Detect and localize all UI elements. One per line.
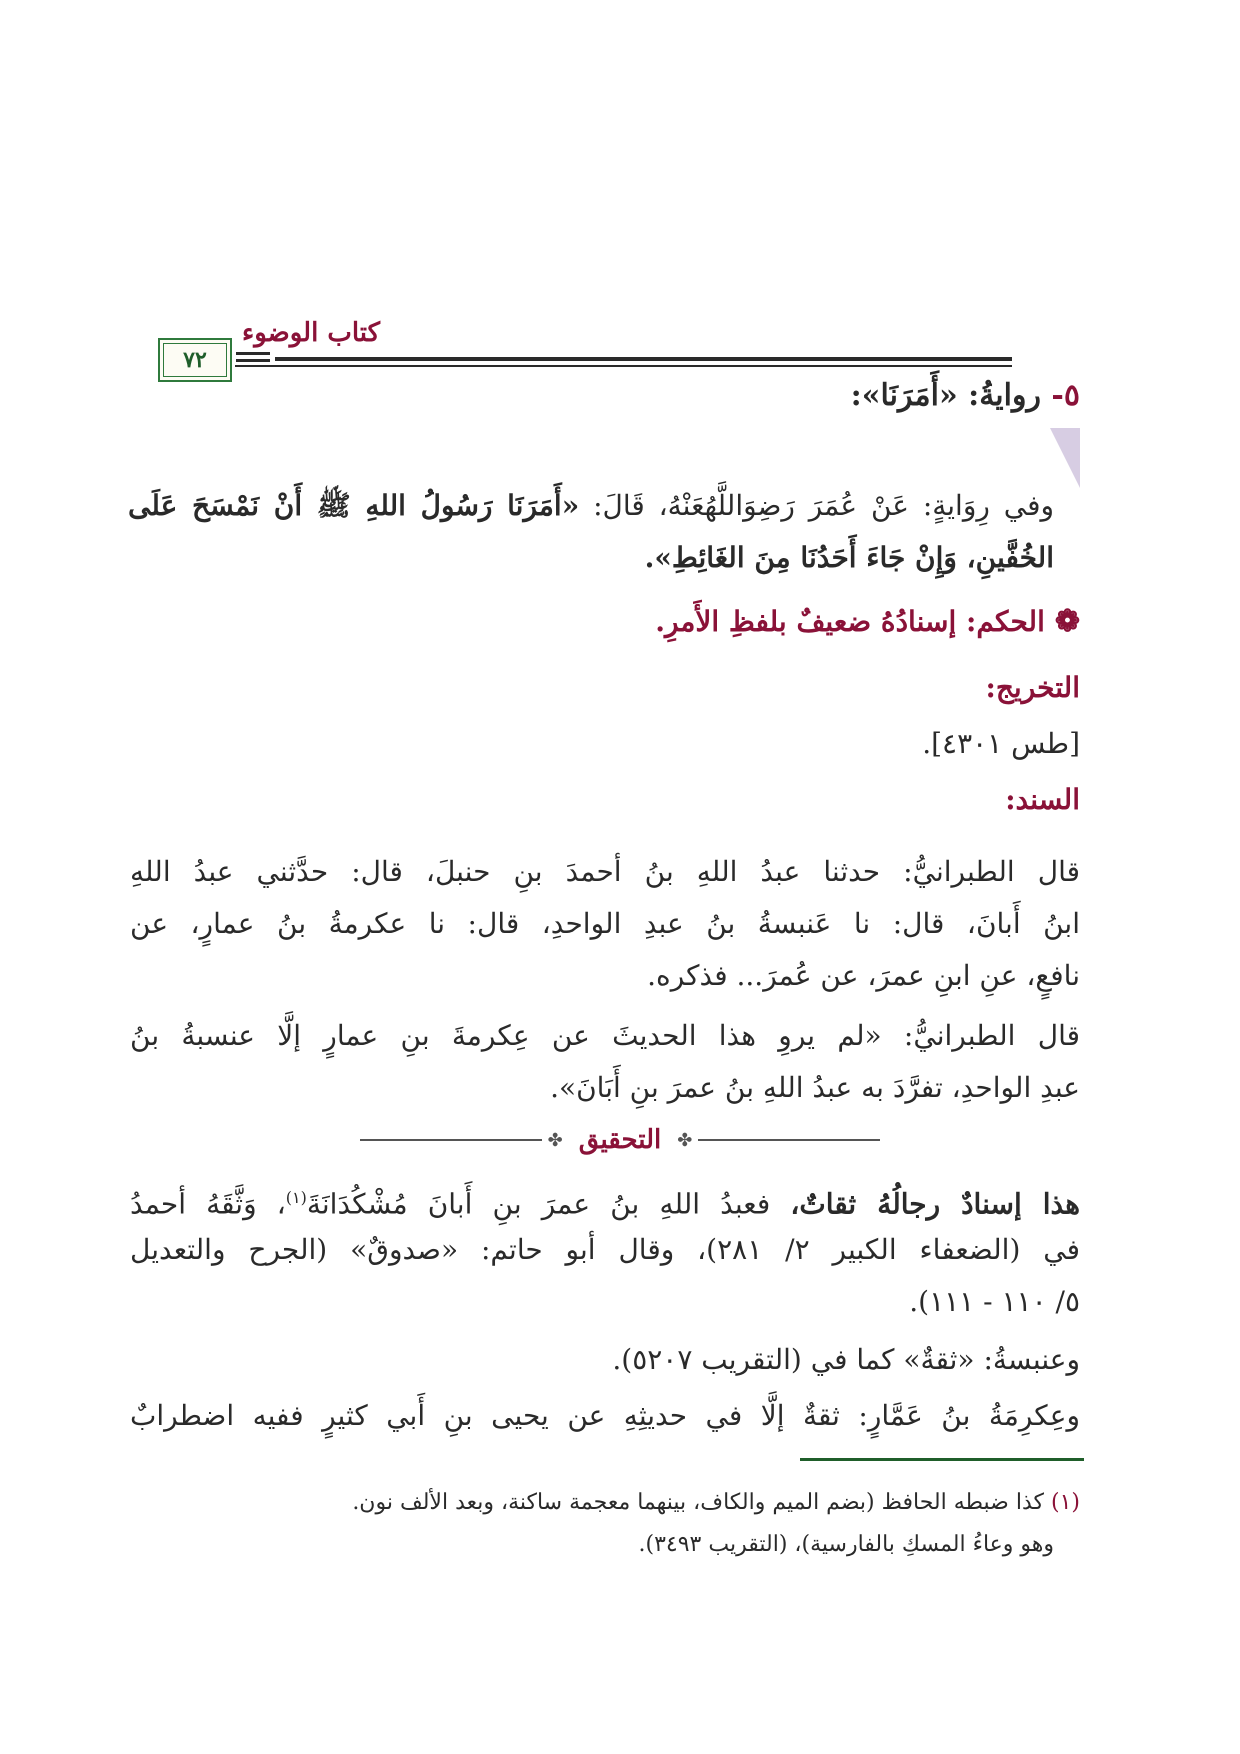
tahqiq-verdict: هذا إسنادٌ رجالُهُ ثقاتٌ، [790,1187,1080,1221]
narration-hadith-text: «أَمَرَنَا رَسُولُ اللهِ ﷺ أَنْ نَمْسَحَ عَلَى [128,489,580,522]
divider-dash [360,1139,542,1141]
header-rule-short-2 [236,359,270,362]
anbasa-grading: وعنبسةُ: «ثقةٌ» كما في (التقريب ٥٢٠٧). [612,1343,1080,1376]
tahqiq-line-1-text: فعبدُ اللهِ بنُ عمرَ بنِ أَبانَ مُشْكُدَانَةَ [306,1187,791,1221]
footnote-1-continuation: وهو وعاءُ المسكِ بالفارسية)، (التقريب ٣٤٩٣). [638,1532,1054,1557]
narration-prefix: وفي رِوَايةٍ: عَنْ عُمَرَ رَضِوَاللَّهُعَنْهُ، قَالَ: [579,489,1054,522]
tabarani-comment-line-1: قال الطبرانيُّ: «لم يروِ هذا الحديثَ عن عِكرمةَ بنِ عمارٍ إلَّا عنسبةُ بنُ [130,1019,1080,1052]
sanad-line-3: نافعٍ، عنِ ابنِ عمرَ، عن عُمرَ... فذكره. [647,959,1080,992]
tahqiq-heading: التحقيق [578,1125,662,1155]
footnote-1-text: كذا ضبطه الحافظ (بضم الميم والكاف، بينهما معجمة ساكنة، وبعد الألف نون. [352,1490,1051,1515]
footnote-1 [130,1486,1080,1520]
running-header-title: كتاب الوضوء [242,318,380,348]
section-number: ٥- [1051,378,1080,413]
divider-dash [698,1139,880,1141]
tabarani-comment-line-2: عبدِ الواحدِ، تفرَّدَ به عبدُ اللهِ بنُ عمرَ بنِ أَبَانَ». [550,1071,1080,1104]
ruling-text: إسنادُهُ ضعيفٌ بلفظِ الأَمرِ. [655,605,957,638]
narration-line-1 [128,486,1054,526]
section-title: روايةُ: «أَمَرَنَا»: [850,378,1041,413]
takhrij-label: التخريج: [985,671,1080,704]
tahqiq-divider [360,1120,880,1160]
page-number: ٧٢ [183,347,207,373]
header-rule-thick [275,357,1012,361]
tahqiq-line-1 [130,1178,1080,1224]
ruling [130,602,1080,642]
footnote-separator [800,1458,1084,1461]
footnote-marker: (١) [1050,1490,1080,1515]
sanad-line-2: ابنُ أَبانَ، قال: نا عَنبسةُ بنُ عبدِ الواحدِ، قال: نا عكرمةُ بنُ عمارٍ، عن [130,907,1080,940]
section-heading [130,376,1080,416]
sanad-line-1: قال الطبرانيُّ: حدثنا عبدُ اللهِ بنُ أحمدَ بنِ حنبلَ، قال: حدَّثني عبدُ اللهِ [130,855,1080,888]
quote-corner-ornament [1050,428,1080,488]
footnote-reference[interactable]: (١) [285,1188,307,1207]
ruling-label: الحكم: [966,605,1045,638]
tahqiq-line-3: ٥/ ١١٠ - ١١١). [909,1285,1080,1318]
tahqiq-line-2: في (الضعفاء الكبير ٢/ ٢٨١)، وقال أبو حاتم: «صدوقٌ» (الجرح والتعديل [130,1233,1080,1266]
divider-ornament-icon: ✤ [547,1129,563,1151]
narration-line-2: الخُفَّينِ، وَإِنْ جَاءَ أَحَدُنَا مِنَ الغَائِطِ». [644,541,1054,574]
ikrima-grading: وعِكرِمَةُ بنُ عَمَّارٍ: ثقةٌ إلَّا في حديثِهِ عن يحيى بنِ أَبي كثيرٍ ففيه اضطرابٌ [130,1399,1080,1432]
header-rule-thin [235,365,1012,367]
divider-ornament-icon: ✤ [677,1129,693,1151]
flower-ornament-icon: ❁ [1054,604,1080,639]
header-rule-short-1 [236,352,270,355]
sanad-label: السند: [1005,783,1080,816]
tahqiq-line-1-tail: ، وَثَّقَهُ أحمدُ [130,1187,286,1221]
takhrij-reference: [طس ٤٣٠١]. [922,727,1080,760]
